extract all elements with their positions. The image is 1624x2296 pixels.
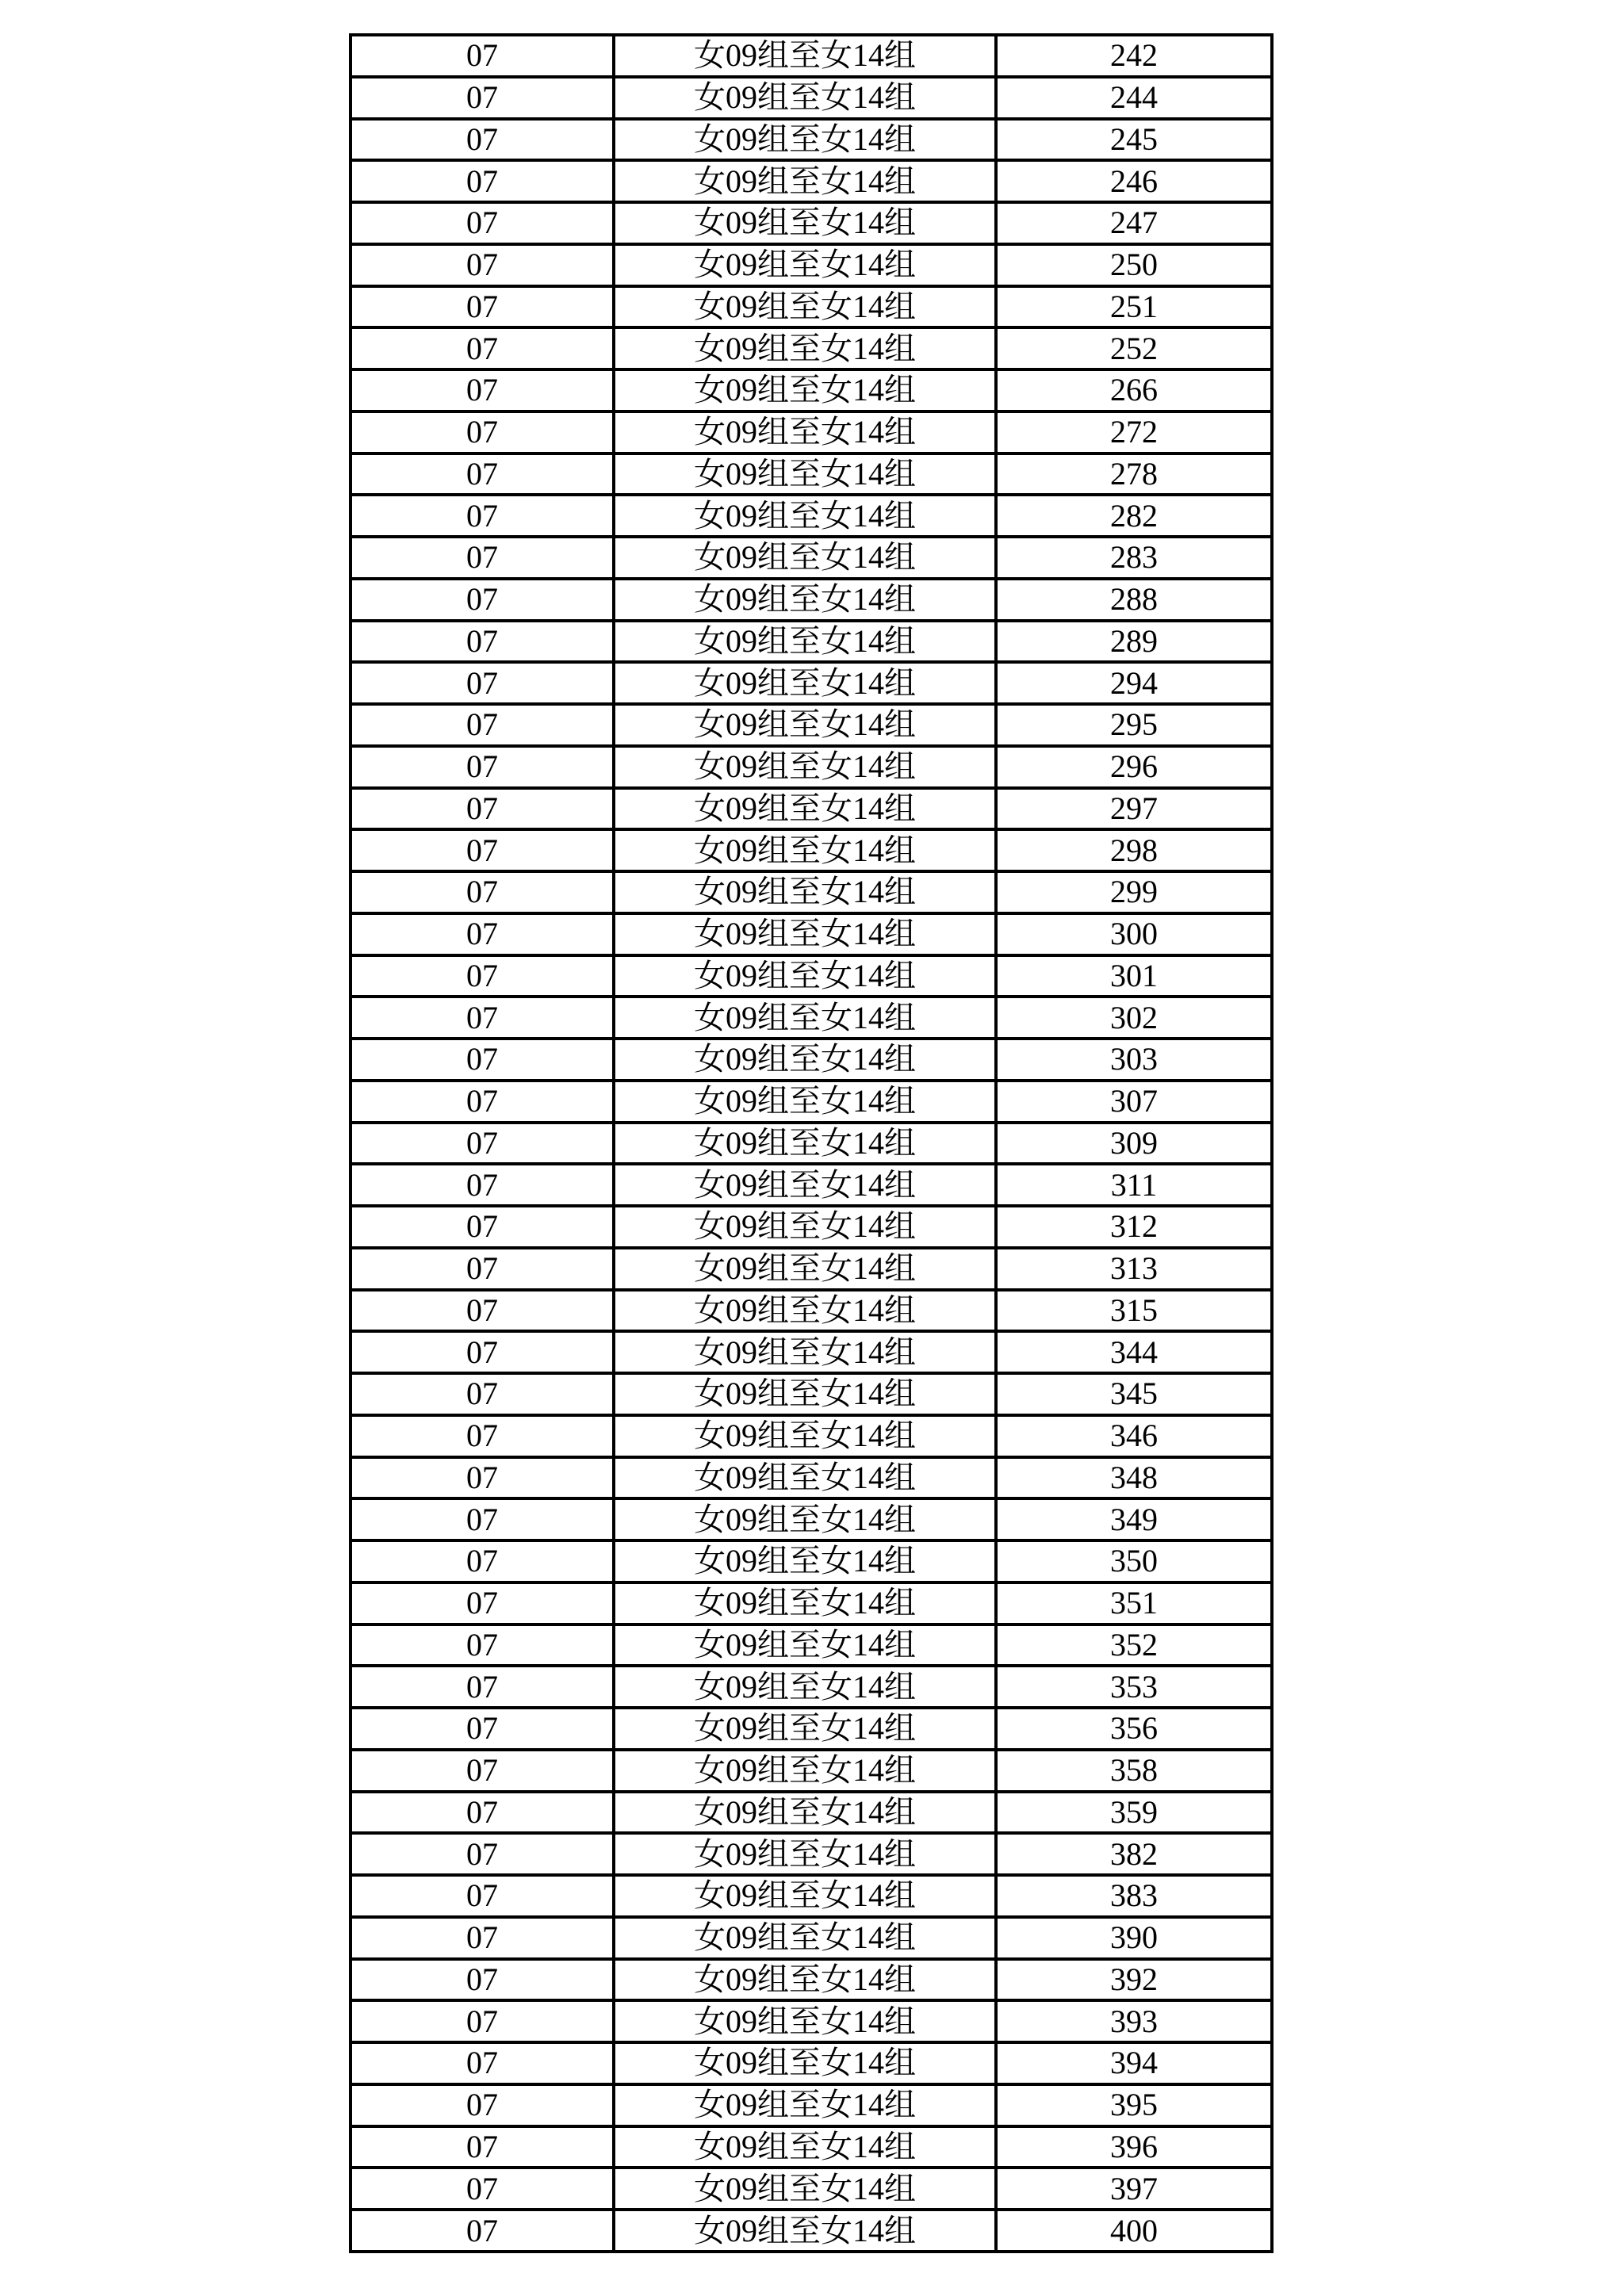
cell-code: 07 — [350, 2000, 614, 2042]
cell-value: 266 — [996, 369, 1272, 411]
cell-code: 07 — [350, 1582, 614, 1624]
cell-group: 女09组至女14组 — [614, 579, 996, 621]
cell-value: 346 — [996, 1415, 1272, 1457]
cell-code: 07 — [350, 1415, 614, 1457]
cell-group: 女09组至女14组 — [614, 2000, 996, 2042]
table-row — [350, 1666, 1272, 1708]
table-row — [350, 871, 1272, 913]
cell-code: 07 — [350, 788, 614, 830]
table-row — [350, 1498, 1272, 1540]
cell-value: 349 — [996, 1498, 1272, 1540]
table-row — [350, 537, 1272, 579]
table-row — [350, 704, 1272, 746]
cell-value: 294 — [996, 662, 1272, 704]
cell-code: 07 — [350, 913, 614, 955]
table-row — [350, 1123, 1272, 1165]
table-row — [350, 997, 1272, 1039]
cell-value: 400 — [996, 2210, 1272, 2252]
cell-code: 07 — [350, 1708, 614, 1750]
cell-group: 女09组至女14组 — [614, 1373, 996, 1415]
table-row — [350, 286, 1272, 328]
cell-value: 345 — [996, 1373, 1272, 1415]
data-table — [349, 33, 1274, 2253]
cell-group: 女09组至女14组 — [614, 2210, 996, 2252]
table-row — [350, 829, 1272, 871]
cell-code: 07 — [350, 1792, 614, 1834]
cell-group: 女09组至女14组 — [614, 1498, 996, 1540]
table-row — [350, 662, 1272, 704]
cell-group: 女09组至女14组 — [614, 1875, 996, 1917]
table-row — [350, 2000, 1272, 2042]
cell-value: 246 — [996, 160, 1272, 202]
table-row — [350, 411, 1272, 453]
cell-group: 女09组至女14组 — [614, 1833, 996, 1875]
cell-group: 女09组至女14组 — [614, 202, 996, 244]
cell-group: 女09组至女14组 — [614, 2084, 996, 2126]
table-row — [350, 788, 1272, 830]
cell-value: 390 — [996, 1917, 1272, 1959]
cell-code: 07 — [350, 453, 614, 496]
cell-group: 女09组至女14组 — [614, 1123, 996, 1165]
cell-group: 女09组至女14组 — [614, 495, 996, 537]
table-row — [350, 495, 1272, 537]
cell-code: 07 — [350, 1540, 614, 1582]
cell-code: 07 — [350, 1123, 614, 1165]
table-row — [350, 1331, 1272, 1373]
cell-value: 247 — [996, 202, 1272, 244]
cell-value: 282 — [996, 495, 1272, 537]
cell-group: 女09组至女14组 — [614, 1792, 996, 1834]
table-row — [350, 2210, 1272, 2252]
cell-value: 353 — [996, 1666, 1272, 1708]
cell-value: 359 — [996, 1792, 1272, 1834]
table-row — [350, 1875, 1272, 1917]
cell-group: 女09组至女14组 — [614, 621, 996, 663]
cell-code: 07 — [350, 119, 614, 161]
cell-code: 07 — [350, 1164, 614, 1206]
cell-group: 女09组至女14组 — [614, 1206, 996, 1248]
table-row — [350, 244, 1272, 286]
cell-group: 女09组至女14组 — [614, 788, 996, 830]
table-row — [350, 1457, 1272, 1499]
cell-group: 女09组至女14组 — [614, 2168, 996, 2210]
cell-value: 312 — [996, 1206, 1272, 1248]
cell-code: 07 — [350, 411, 614, 453]
cell-group: 女09组至女14组 — [614, 160, 996, 202]
cell-value: 272 — [996, 411, 1272, 453]
cell-value: 358 — [996, 1750, 1272, 1792]
cell-value: 395 — [996, 2084, 1272, 2126]
cell-value: 297 — [996, 788, 1272, 830]
cell-value: 252 — [996, 327, 1272, 369]
table-row — [350, 1415, 1272, 1457]
cell-group: 女09组至女14组 — [614, 829, 996, 871]
cell-code: 07 — [350, 2084, 614, 2126]
cell-code: 07 — [350, 202, 614, 244]
cell-value: 303 — [996, 1039, 1272, 1081]
table-body — [350, 35, 1272, 2252]
table-row — [350, 202, 1272, 244]
cell-code: 07 — [350, 621, 614, 663]
cell-code: 07 — [350, 2042, 614, 2084]
cell-value: 350 — [996, 1540, 1272, 1582]
cell-value: 296 — [996, 746, 1272, 788]
table-row — [350, 453, 1272, 496]
cell-code: 07 — [350, 746, 614, 788]
cell-value: 242 — [996, 35, 1272, 77]
cell-group: 女09组至女14组 — [614, 704, 996, 746]
table-row — [350, 1959, 1272, 2001]
table-row — [350, 746, 1272, 788]
cell-code: 07 — [350, 1959, 614, 2001]
cell-group: 女09组至女14组 — [614, 1959, 996, 2001]
cell-code: 07 — [350, 2210, 614, 2252]
table-row — [350, 327, 1272, 369]
cell-value: 295 — [996, 704, 1272, 746]
cell-group: 女09组至女14组 — [614, 662, 996, 704]
cell-value: 283 — [996, 537, 1272, 579]
cell-value: 251 — [996, 286, 1272, 328]
cell-value: 299 — [996, 871, 1272, 913]
table-row — [350, 2084, 1272, 2126]
cell-code: 07 — [350, 1373, 614, 1415]
cell-group: 女09组至女14组 — [614, 1331, 996, 1373]
cell-code: 07 — [350, 704, 614, 746]
cell-group: 女09组至女14组 — [614, 955, 996, 997]
cell-value: 351 — [996, 1582, 1272, 1624]
cell-group: 女09组至女14组 — [614, 1457, 996, 1499]
cell-value: 383 — [996, 1875, 1272, 1917]
cell-group: 女09组至女14组 — [614, 453, 996, 496]
table-row — [350, 1290, 1272, 1332]
cell-group: 女09组至女14组 — [614, 746, 996, 788]
table-row — [350, 1708, 1272, 1750]
cell-group: 女09组至女14组 — [614, 1666, 996, 1708]
cell-value: 311 — [996, 1164, 1272, 1206]
cell-value: 289 — [996, 621, 1272, 663]
cell-group: 女09组至女14组 — [614, 1290, 996, 1332]
table-row — [350, 1792, 1272, 1834]
cell-value: 393 — [996, 2000, 1272, 2042]
table-row — [350, 119, 1272, 161]
table-row — [350, 1540, 1272, 1582]
cell-group: 女09组至女14组 — [614, 537, 996, 579]
cell-group: 女09组至女14组 — [614, 1164, 996, 1206]
cell-value: 298 — [996, 829, 1272, 871]
table-row — [350, 35, 1272, 77]
table-row — [350, 369, 1272, 411]
cell-value: 302 — [996, 997, 1272, 1039]
cell-group: 女09组至女14组 — [614, 369, 996, 411]
table-row — [350, 1582, 1272, 1624]
cell-code: 07 — [350, 1833, 614, 1875]
cell-code: 07 — [350, 955, 614, 997]
cell-code: 07 — [350, 537, 614, 579]
cell-value: 244 — [996, 77, 1272, 119]
cell-group: 女09组至女14组 — [614, 1624, 996, 1667]
table-row — [350, 1750, 1272, 1792]
cell-value: 313 — [996, 1248, 1272, 1290]
cell-code: 07 — [350, 327, 614, 369]
cell-group: 女09组至女14组 — [614, 327, 996, 369]
cell-code: 07 — [350, 160, 614, 202]
cell-value: 394 — [996, 2042, 1272, 2084]
cell-code: 07 — [350, 495, 614, 537]
table-row — [350, 1833, 1272, 1875]
cell-code: 07 — [350, 1457, 614, 1499]
cell-value: 397 — [996, 2168, 1272, 2210]
table-row — [350, 1164, 1272, 1206]
cell-value: 315 — [996, 1290, 1272, 1332]
cell-code: 07 — [350, 1290, 614, 1332]
cell-code: 07 — [350, 871, 614, 913]
cell-value: 356 — [996, 1708, 1272, 1750]
cell-value: 392 — [996, 1959, 1272, 2001]
cell-group: 女09组至女14组 — [614, 1582, 996, 1624]
cell-code: 07 — [350, 1206, 614, 1248]
cell-group: 女09组至女14组 — [614, 1039, 996, 1081]
cell-value: 344 — [996, 1331, 1272, 1373]
cell-code: 07 — [350, 1331, 614, 1373]
cell-code: 07 — [350, 1750, 614, 1792]
cell-value: 396 — [996, 2126, 1272, 2168]
cell-code: 07 — [350, 35, 614, 77]
cell-group: 女09组至女14组 — [614, 244, 996, 286]
cell-group: 女09组至女14组 — [614, 2042, 996, 2084]
cell-code: 07 — [350, 1248, 614, 1290]
cell-value: 352 — [996, 1624, 1272, 1667]
cell-value: 245 — [996, 119, 1272, 161]
cell-group: 女09组至女14组 — [614, 997, 996, 1039]
cell-code: 07 — [350, 244, 614, 286]
cell-value: 300 — [996, 913, 1272, 955]
cell-code: 07 — [350, 2126, 614, 2168]
cell-group: 女09组至女14组 — [614, 77, 996, 119]
table-row — [350, 621, 1272, 663]
table-row — [350, 1039, 1272, 1081]
cell-code: 07 — [350, 1081, 614, 1123]
cell-group: 女09组至女14组 — [614, 119, 996, 161]
table-row — [350, 955, 1272, 997]
cell-group: 女09组至女14组 — [614, 1917, 996, 1959]
cell-code: 07 — [350, 77, 614, 119]
table-row — [350, 2126, 1272, 2168]
cell-group: 女09组至女14组 — [614, 286, 996, 328]
table-row — [350, 579, 1272, 621]
table-row — [350, 1373, 1272, 1415]
cell-group: 女09组至女14组 — [614, 1415, 996, 1457]
cell-code: 07 — [350, 369, 614, 411]
cell-group: 女09组至女14组 — [614, 411, 996, 453]
table-row — [350, 1624, 1272, 1667]
cell-group: 女09组至女14组 — [614, 871, 996, 913]
cell-code: 07 — [350, 1875, 614, 1917]
document-page — [349, 33, 1274, 2253]
table-row — [350, 160, 1272, 202]
cell-value: 250 — [996, 244, 1272, 286]
table-row — [350, 77, 1272, 119]
table-row — [350, 2168, 1272, 2210]
cell-code: 07 — [350, 997, 614, 1039]
cell-code: 07 — [350, 662, 614, 704]
cell-group: 女09组至女14组 — [614, 913, 996, 955]
cell-group: 女09组至女14组 — [614, 35, 996, 77]
cell-code: 07 — [350, 286, 614, 328]
cell-value: 301 — [996, 955, 1272, 997]
cell-value: 307 — [996, 1081, 1272, 1123]
cell-value: 382 — [996, 1833, 1272, 1875]
table-row — [350, 1248, 1272, 1290]
cell-value: 278 — [996, 453, 1272, 496]
cell-group: 女09组至女14组 — [614, 1708, 996, 1750]
cell-group: 女09组至女14组 — [614, 1750, 996, 1792]
cell-group: 女09组至女14组 — [614, 1081, 996, 1123]
table-row — [350, 1206, 1272, 1248]
cell-code: 07 — [350, 1624, 614, 1667]
cell-code: 07 — [350, 1498, 614, 1540]
cell-code: 07 — [350, 1039, 614, 1081]
table-row — [350, 1917, 1272, 1959]
cell-code: 07 — [350, 579, 614, 621]
cell-group: 女09组至女14组 — [614, 2126, 996, 2168]
table-row — [350, 2042, 1272, 2084]
cell-value: 348 — [996, 1457, 1272, 1499]
cell-group: 女09组至女14组 — [614, 1248, 996, 1290]
cell-code: 07 — [350, 1917, 614, 1959]
cell-value: 309 — [996, 1123, 1272, 1165]
cell-group: 女09组至女14组 — [614, 1540, 996, 1582]
table-row — [350, 1081, 1272, 1123]
cell-code: 07 — [350, 1666, 614, 1708]
cell-value: 288 — [996, 579, 1272, 621]
cell-code: 07 — [350, 829, 614, 871]
cell-code: 07 — [350, 2168, 614, 2210]
table-row — [350, 913, 1272, 955]
